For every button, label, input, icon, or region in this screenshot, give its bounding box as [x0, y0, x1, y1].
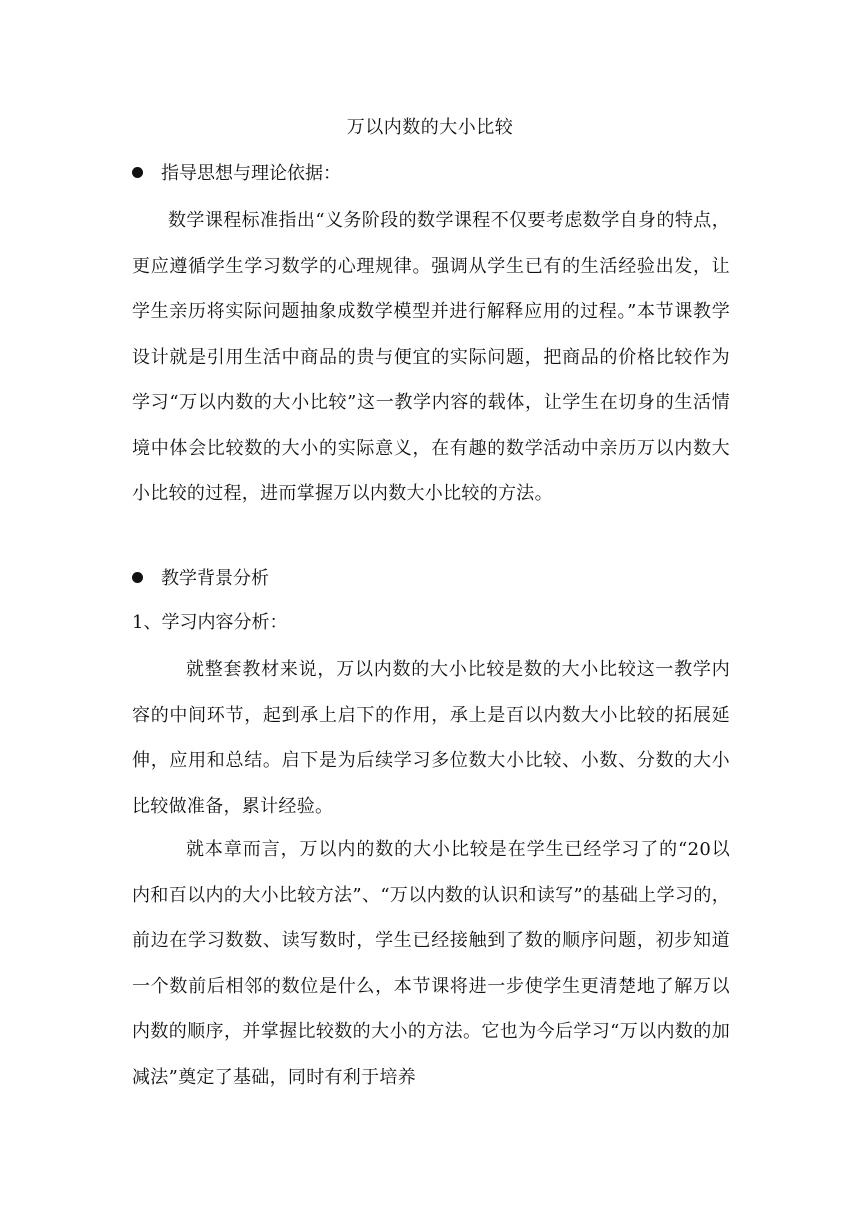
- section-heading-text: 教学背景分析: [161, 568, 269, 589]
- section-heading-text: 指导思想与理论依据：: [161, 163, 341, 184]
- bullet-icon: [132, 167, 143, 178]
- document-title: 万以内数的大小比较: [346, 117, 514, 138]
- subsection-heading-content-analysis: 1、学习内容分析：: [132, 612, 288, 633]
- paragraph-chapter-analysis: 就本章而言，万以内的数的大小比较是在学生已经学习了的“20以内和百以内的大小比较方法”、“万以内数的认识和读写”的基础上学习的，前边在学习数数、读写数时，学生已经接触到了数的顺序问题，初步知道一个数前后相邻的数位是什么，本节课将进一步使学生更清楚地了解万以内数的顺序，并掌握比较数的大小的方法。它也为今后学习“万以内数的加减法”奠定了基础，同时有利于培养: [132, 839, 730, 1088]
- paragraph-textbook-analysis: 就整套教材来说，万以内数的大小比较是数的大小比较这一教学内容的中间环节，起到承上启下的作用，承上是百以内数大小比较的拓展延伸，应用和总结。启下是为后续学习多位数大小比较、小数、分数的大小比较做准备，累计经验。: [132, 659, 730, 817]
- section-heading-background: [132, 564, 269, 594]
- section-heading-guiding-ideas: [132, 159, 341, 189]
- paragraph-guiding-ideas: 数学课程标准指出“义务阶段的数学课程不仅要考虑数学自身的特点，更应遵循学生学习数学的心理规律。强调从学生已有的生活经验出发，让学生亲历将实际问题抽象成数学模型并进行解释应用的过程。”本节课教学设计就是引用生活中商品的贵与便宜的实际问题，把商品的价格比较作为学习“万以内数的大小比较”这一教学内容的载体，让学生在切身的生活情境中体会比较数的大小的实际意义，在有趣的数学活动中亲历万以内数大小比较的过程，进而掌握万以内数大小比较的方法。: [132, 210, 730, 504]
- bullet-icon: [132, 572, 143, 583]
